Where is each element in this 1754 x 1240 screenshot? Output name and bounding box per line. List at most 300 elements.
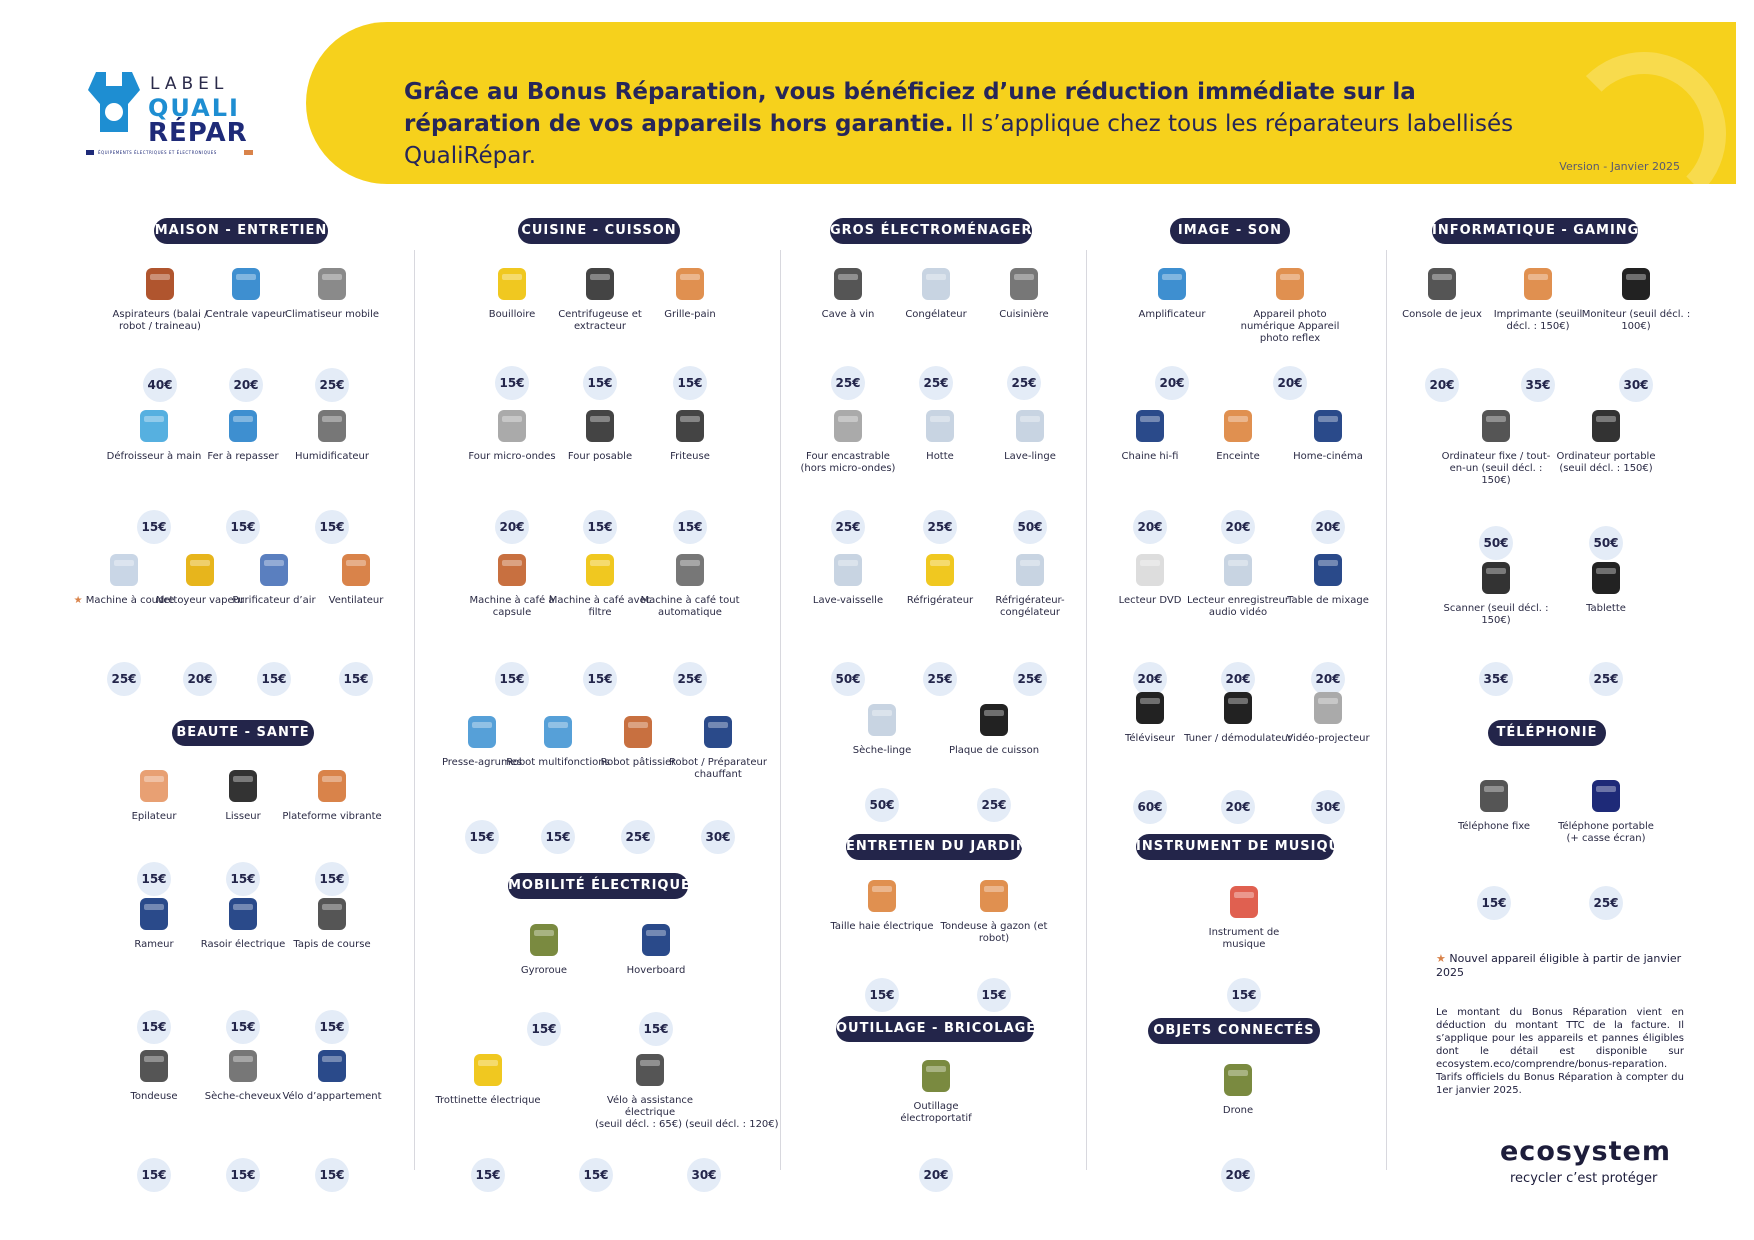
headline-bold: Grâce au Bonus Réparation, vous bénéficiez d’une réduction immédiate sur la réparation de vos appareils hors garantie.	[404, 79, 1416, 137]
logo-quali: QUALI	[148, 94, 240, 122]
appliance-name: Nettoyeur vapeur	[155, 595, 245, 606]
bonus-price-badge: 15€	[1477, 886, 1511, 920]
fridge-freezer-icon	[1008, 548, 1052, 592]
toaster-icon	[668, 262, 712, 306]
appliance-name: Enceinte	[1216, 451, 1260, 462]
threshold-labels: (seuil décl. : 65€) (seuil décl. : 120€)	[595, 1119, 779, 1130]
bonus-price-badge: 25€	[977, 788, 1011, 822]
bonus-price-badge: 50€	[831, 662, 865, 696]
dishwasher-icon	[826, 548, 870, 592]
appliance-label	[975, 595, 1085, 619]
bonus-price-badge: 15€	[527, 1012, 561, 1046]
appliance-name: Lisseur	[225, 811, 261, 822]
appliance-label	[1235, 309, 1345, 345]
bonus-price-badge: 20€	[1133, 662, 1167, 696]
appliance-name: Gyroroue	[520, 965, 568, 976]
home-cinema-icon	[1306, 404, 1350, 448]
category-gros-electromenager: GROS ÉLECTROMÉNAGER	[830, 218, 1032, 244]
category-mobilite-electrique: MOBILITÉ ÉLECTRIQUE	[508, 873, 688, 899]
exercise-bike-icon	[310, 1044, 354, 1088]
appliance-name: Téléviseur	[1125, 733, 1175, 744]
landline-phone-icon	[1472, 774, 1516, 818]
cooker-icon	[1002, 262, 1046, 306]
appliance-label	[1441, 603, 1551, 627]
appliance-label	[277, 939, 387, 951]
appliance-name: Robot / Préparateur chauffant	[669, 757, 767, 780]
humidifier-icon	[310, 404, 354, 448]
appliance-name: Moniteur (seuil décl. : 100€)	[1581, 309, 1691, 332]
bonus-price-badge: 25€	[1589, 662, 1623, 696]
bonus-price-badge: 15€	[226, 1158, 260, 1192]
bonus-price-badge: 35€	[1479, 662, 1513, 696]
appliance-name: Vélo à assistance électrique	[606, 1095, 694, 1118]
hob-icon	[972, 698, 1016, 742]
star-icon: ★	[1436, 952, 1446, 965]
power-tools-icon	[914, 1054, 958, 1098]
bonus-price-badge: 15€	[583, 366, 617, 400]
column-divider	[1086, 250, 1087, 1170]
appliance-label	[1273, 733, 1383, 745]
desktop-icon	[1474, 404, 1518, 448]
bonus-price-badge: 15€	[1227, 978, 1261, 1012]
bonus-price-badge: 20€	[183, 662, 217, 696]
appliance-label	[595, 1095, 779, 1131]
appliance-item	[277, 764, 387, 823]
tablet-icon	[1584, 556, 1628, 600]
appliance-item	[1273, 548, 1383, 607]
category-objets-connectes: OBJETS CONNECTÉS	[1148, 1018, 1320, 1044]
bonus-price-badge: 20€	[919, 1158, 953, 1192]
bonus-price-badge: 25€	[831, 510, 865, 544]
appliance-name: Plateforme vibrante	[282, 811, 382, 822]
bonus-price-badge: 15€	[465, 820, 499, 854]
appliance-label	[635, 595, 745, 619]
bonus-price-badge: 30€	[687, 1158, 721, 1192]
bonus-price-badge: 25€	[923, 510, 957, 544]
bonus-price-badge: 15€	[315, 1158, 349, 1192]
appliance-label	[969, 309, 1079, 321]
bonus-price-badge: 15€	[673, 510, 707, 544]
hair-dryer-icon	[221, 1044, 265, 1088]
appliance-name: Congélateur	[905, 309, 967, 320]
bonus-price-badge: 25€	[919, 366, 953, 400]
appliance-item	[1551, 774, 1661, 845]
appliance-item	[489, 918, 599, 977]
appliance-name: Centrifugeuse et extracteur	[558, 309, 642, 332]
appliance-name: Sèche-cheveux	[204, 1091, 282, 1102]
appliance-name: Tapis de course	[293, 939, 371, 950]
appliance-item	[969, 262, 1079, 321]
appliance-name: Amplificateur	[1138, 309, 1206, 320]
appliance-item	[939, 874, 1049, 945]
bonus-price-badge: 15€	[137, 1158, 171, 1192]
appliance-label	[1189, 927, 1299, 951]
appliance-item	[881, 1054, 991, 1125]
appliance-name: Cave à vin	[821, 309, 875, 320]
appliance-name: Tablette	[1586, 603, 1626, 614]
bonus-price-badge: 20€	[1221, 662, 1255, 696]
appliance-name: Téléphone portable (+ casse écran)	[1558, 821, 1654, 844]
bonus-price-badge: 15€	[257, 662, 291, 696]
bonus-price-badge: 20€	[1221, 510, 1255, 544]
bonus-price-badge: 15€	[471, 1158, 505, 1192]
appliance-name: Tuner / démodulateur	[1184, 733, 1292, 744]
appliance-label	[433, 1095, 543, 1107]
appliance-name: Machine à café tout automatique	[640, 595, 740, 618]
logo-label: LABEL	[150, 74, 229, 94]
kettle-icon	[490, 262, 534, 306]
appliance-item	[827, 698, 937, 757]
appliance-label	[939, 745, 1049, 757]
category-entretien-jardin: ENTRETIEN DU JARDIN	[846, 834, 1022, 860]
appliance-label	[1581, 309, 1691, 333]
appliance-name: Téléphone fixe	[1457, 821, 1531, 832]
bonus-price-badge: 20€	[229, 368, 263, 402]
countertop-oven-icon	[578, 404, 622, 448]
bonus-price-badge: 30€	[1311, 790, 1345, 824]
appliance-item	[433, 1048, 543, 1107]
bonus-price-badge: 25€	[107, 662, 141, 696]
appliance-name: Scanner (seuil décl. : 150€)	[1443, 603, 1549, 626]
food-processor-icon	[536, 710, 580, 754]
bonus-price-badge: 35€	[1521, 368, 1555, 402]
appliance-item	[1483, 262, 1593, 333]
appliance-item	[635, 404, 745, 463]
bonus-price-badge: 15€	[315, 510, 349, 544]
appliance-label	[975, 451, 1085, 463]
shaver-icon	[221, 892, 265, 936]
bonus-price-badge: 25€	[673, 662, 707, 696]
fan-icon	[334, 548, 378, 592]
bonus-price-badge: 25€	[621, 820, 655, 854]
appliance-name: Four micro-ondes	[468, 451, 556, 462]
category-instrument-musique: INSTRUMENT DE MUSIQUE	[1136, 834, 1334, 860]
appliance-name: Ventilateur	[328, 595, 384, 606]
appliance-name: Bouilloire	[488, 309, 536, 320]
scooter-icon	[466, 1048, 510, 1092]
speaker-icon	[1216, 404, 1260, 448]
appliance-item	[1273, 404, 1383, 463]
bonus-price-badge: 20€	[1311, 662, 1345, 696]
logo-bar-right	[244, 150, 253, 155]
appliance-label	[881, 1101, 991, 1125]
appliance-item	[1117, 262, 1227, 321]
appliance-item	[601, 918, 711, 977]
bonus-price-badge: 15€	[579, 1158, 613, 1192]
appliance-name: Machine à coudre	[85, 595, 175, 606]
category-telephonie: TÉLÉPHONIE	[1488, 720, 1606, 746]
bonus-price-badge: 60€	[1133, 790, 1167, 824]
fryer-icon	[668, 404, 712, 448]
bonus-price-badge: 15€	[137, 862, 171, 896]
appliance-name: Grille-pain	[664, 309, 716, 320]
appliance-label	[1387, 309, 1497, 321]
column-divider	[1386, 250, 1387, 1170]
appliance-name: Lave-vaisselle	[812, 595, 884, 606]
appliance-label	[635, 451, 745, 463]
bonus-price-badge: 20€	[1155, 366, 1189, 400]
category-informatique-gaming: INFORMATIQUE - GAMING	[1432, 218, 1638, 244]
bonus-price-badge: 15€	[865, 978, 899, 1012]
appliance-item	[1235, 262, 1345, 345]
rowing-machine-icon	[132, 892, 176, 936]
category-cuisine-cuisson: CUISINE - CUISSON	[518, 218, 680, 244]
projector-icon	[1306, 686, 1350, 730]
bonus-price-badge: 15€	[226, 510, 260, 544]
appliance-name: Machine à café avec filtre	[548, 595, 652, 618]
appliance-item	[595, 1048, 779, 1131]
appliance-name: Tondeuse à gazon (et robot)	[940, 921, 1048, 944]
dvd-player-icon	[1128, 548, 1172, 592]
microwave-icon	[490, 404, 534, 448]
air-purifier-icon	[252, 548, 296, 592]
column-divider	[414, 250, 415, 1170]
bonus-price-badge: 20€	[1133, 510, 1167, 544]
appliance-name: Chaine hi-fi	[1121, 451, 1179, 462]
appliance-name: Purificateur d’air	[232, 595, 316, 606]
appliance-label	[1441, 451, 1551, 487]
logo-bar-left	[86, 150, 94, 155]
category-maison-entretien: MAISON - ENTRETIEN	[154, 218, 328, 244]
vacuum-icon	[138, 262, 182, 306]
espresso-machine-icon	[668, 548, 712, 592]
star-icon: ★	[73, 595, 86, 606]
appliance-item	[1441, 556, 1551, 627]
bonus-price-badge: 25€	[1589, 886, 1623, 920]
appliance-item	[1387, 262, 1497, 321]
bonus-price-badge: 25€	[315, 368, 349, 402]
washing-machine-icon	[1008, 404, 1052, 448]
appliance-label	[1483, 309, 1593, 333]
bonus-price-badge: 50€	[865, 788, 899, 822]
appliance-label	[1273, 595, 1383, 607]
banner-decoration	[1562, 52, 1726, 216]
column-divider	[780, 250, 781, 1170]
appliance-name: Robot multifonctions	[506, 757, 610, 768]
appliance-name: Imprimante (seuil décl. : 150€)	[1493, 309, 1583, 332]
bonus-price-badge: 15€	[639, 1012, 673, 1046]
game-console-icon	[1420, 262, 1464, 306]
ecosystem-logo: ecosystem	[1500, 1136, 1671, 1167]
appliance-name: Drone	[1222, 1105, 1254, 1116]
bonus-price-badge: 20€	[1311, 510, 1345, 544]
wine-cellar-icon	[826, 262, 870, 306]
bonus-price-badge: 15€	[495, 662, 529, 696]
bonus-price-badge: 15€	[339, 662, 373, 696]
appliance-label	[277, 451, 387, 463]
amplifier-icon	[1150, 262, 1194, 306]
bonus-price-badge: 25€	[1013, 662, 1047, 696]
clipper-icon	[132, 1044, 176, 1088]
air-conditioner-icon	[310, 262, 354, 306]
bonus-price-badge: 20€	[1273, 366, 1307, 400]
capsule-coffee-icon	[490, 548, 534, 592]
appliance-name: Friteuse	[670, 451, 710, 462]
camera-icon	[1268, 262, 1312, 306]
appliance-item	[1441, 404, 1551, 487]
hifi-icon	[1128, 404, 1172, 448]
appliance-name: Lecteur DVD	[1118, 595, 1182, 606]
appliance-item	[1439, 774, 1549, 833]
appliance-label	[1551, 451, 1661, 475]
appliance-label	[1551, 821, 1661, 845]
category-image-son: IMAGE - SON	[1170, 218, 1290, 244]
hoverboard-icon	[634, 918, 678, 962]
laptop-icon	[1584, 404, 1628, 448]
bonus-price-badge: 20€	[1221, 1158, 1255, 1192]
appliance-name: Robot pâtissier	[600, 757, 676, 768]
hedge-trimmer-icon	[860, 874, 904, 918]
logo-subtitle: ÉQUIPEMENTS ÉLECTRIQUES ET ÉLECTRONIQUES	[98, 150, 217, 155]
bonus-price-badge: 25€	[1007, 366, 1041, 400]
appliance-label	[601, 965, 711, 977]
appliance-name: Rameur	[134, 939, 174, 950]
appliance-label	[1273, 451, 1383, 463]
appliance-item	[635, 262, 745, 321]
appliance-item	[301, 548, 411, 607]
steam-station-icon	[224, 262, 268, 306]
sewing-machine-icon	[102, 548, 146, 592]
bonus-price-badge: 15€	[315, 1010, 349, 1044]
appliance-name: Réfrigérateur	[906, 595, 974, 606]
appliance-name: Outillage électroportatif	[900, 1101, 972, 1124]
tuner-icon	[1216, 686, 1260, 730]
appliance-label	[635, 309, 745, 321]
appliance-item	[827, 874, 937, 933]
appliance-name: Humidificateur	[295, 451, 369, 462]
appliance-label	[827, 921, 937, 933]
bonus-price-badge: 25€	[831, 366, 865, 400]
iron-icon	[221, 404, 265, 448]
appliance-label	[939, 921, 1049, 945]
appliance-name: Tondeuse	[130, 1091, 178, 1102]
appliance-name: Ordinateur portable (seuil décl. : 150€)	[1556, 451, 1656, 474]
bonus-price-badge: 15€	[583, 510, 617, 544]
epilator-icon	[132, 764, 176, 808]
cooking-robot-icon	[696, 710, 740, 754]
appliance-label	[277, 811, 387, 823]
appliance-item	[939, 698, 1049, 757]
appliance-name: Vidéo-projecteur	[1286, 733, 1370, 744]
appliance-name: Taille haie électrique	[830, 921, 934, 932]
appliance-name: Home-cinéma	[1293, 451, 1363, 462]
lawn-mower-icon	[972, 874, 1016, 918]
appliance-name: Lave-linge	[1004, 451, 1056, 462]
appliance-name: Aspirateurs (balai / robot / traineau)	[112, 309, 208, 332]
bonus-price-badge: 20€	[1425, 368, 1459, 402]
category-beaute-sante: BEAUTE - SANTE	[172, 720, 314, 746]
bonus-price-badge: 15€	[315, 862, 349, 896]
appliance-name: Trottinette électrique	[435, 1095, 541, 1106]
bonus-price-badge: 20€	[495, 510, 529, 544]
appliance-name: Hotte	[926, 451, 954, 462]
appliance-item	[1273, 686, 1383, 745]
bonus-price-badge: 15€	[977, 978, 1011, 1012]
tv-icon	[1128, 686, 1172, 730]
bonus-price-badge: 30€	[1619, 368, 1653, 402]
appliance-name: Rasoir électrique	[200, 939, 286, 950]
bonus-price-badge: 15€	[495, 366, 529, 400]
appliance-name: Ordinateur fixe / tout-en-un (seuil décl. : 150€)	[1441, 451, 1551, 486]
mixer-icon	[1306, 548, 1350, 592]
appliance-name: Epilateur	[131, 811, 177, 822]
vibration-plate-icon	[310, 764, 354, 808]
appliance-name: Réfrigérateur-congélateur	[995, 595, 1065, 618]
bonus-price-badge: 50€	[1013, 510, 1047, 544]
appliance-name: Presse-agrumes	[441, 757, 523, 768]
juicer-icon	[578, 262, 622, 306]
appliance-label	[277, 1091, 387, 1103]
freezer-icon	[914, 262, 958, 306]
appliance-name: Lecteur enregistreur audio vidéo	[1186, 595, 1290, 618]
recorder-icon	[1216, 548, 1260, 592]
appliance-name: Climatiseur mobile	[284, 309, 379, 320]
monowheel-icon	[522, 918, 566, 962]
ebike-icon	[628, 1048, 672, 1092]
garment-steamer-icon	[132, 404, 176, 448]
steam-cleaner-icon	[178, 548, 222, 592]
monitor-icon	[1614, 262, 1658, 306]
ecosystem-tagline: recycler c’est protéger	[1510, 1171, 1658, 1186]
appliance-label	[277, 309, 387, 321]
appliance-label	[489, 965, 599, 977]
mobile-phone-icon	[1584, 774, 1628, 818]
stand-mixer-icon	[616, 710, 660, 754]
new-device-text: Nouvel appareil éligible à partir de janvier 2025	[1436, 952, 1682, 979]
category-outillage-bricolage: OUTILLAGE - BRICOLAGE	[836, 1016, 1034, 1042]
bonus-price-badge: 20€	[1221, 790, 1255, 824]
appliance-item	[277, 404, 387, 463]
bonus-price-badge: 15€	[226, 1010, 260, 1044]
treadmill-icon	[310, 892, 354, 936]
appliance-name: Défroisseur à main	[106, 451, 202, 462]
appliance-name: Instrument de musique	[1208, 927, 1280, 950]
appliance-item	[1551, 404, 1661, 475]
appliance-item	[1581, 262, 1691, 333]
appliance-name: Four encastrable (hors micro-ondes)	[800, 451, 896, 474]
fridge-icon	[918, 548, 962, 592]
bonus-price-badge: 15€	[137, 1010, 171, 1044]
appliance-name: Centrale vapeur	[205, 309, 287, 320]
new-device-note	[1436, 952, 1686, 980]
appliance-name: Console de jeux	[1402, 309, 1482, 320]
headline	[404, 76, 1534, 172]
appliance-item	[277, 262, 387, 321]
version-label: Version - Janvier 2025	[1559, 160, 1680, 173]
printer-icon	[1516, 262, 1560, 306]
appliance-label	[301, 595, 411, 607]
bonus-price-badge: 25€	[923, 662, 957, 696]
appliance-item	[635, 548, 745, 619]
appliance-item	[1551, 556, 1661, 615]
drone-icon	[1216, 1058, 1260, 1102]
citrus-press-icon	[460, 710, 504, 754]
bonus-price-badge: 15€	[673, 366, 707, 400]
bonus-price-badge: 15€	[583, 662, 617, 696]
appliance-name: Four posable	[567, 451, 633, 462]
appliance-item	[975, 404, 1085, 463]
scanner-icon	[1474, 556, 1518, 600]
appliance-label	[1551, 603, 1661, 615]
appliance-item	[1183, 1058, 1293, 1117]
legal-note: Le montant du Bonus Réparation vient en déduction du montant TTC de la facture. Il s’applique pour les appareils et pannes éligibles dont le détail est disponible sur ecosystem.eco/comprendre/bonus-reparation. Tarifs officiels du Bonus Réparation à compter du 1er janvier 2025.	[1436, 1007, 1684, 1096]
appliance-name: Cuisinière	[999, 309, 1049, 320]
guitar-icon	[1222, 880, 1266, 924]
dryer-icon	[860, 698, 904, 742]
bonus-price-badge: 50€	[1589, 526, 1623, 560]
appliance-label	[1117, 309, 1227, 321]
logo-repar: RÉPAR	[148, 118, 248, 148]
